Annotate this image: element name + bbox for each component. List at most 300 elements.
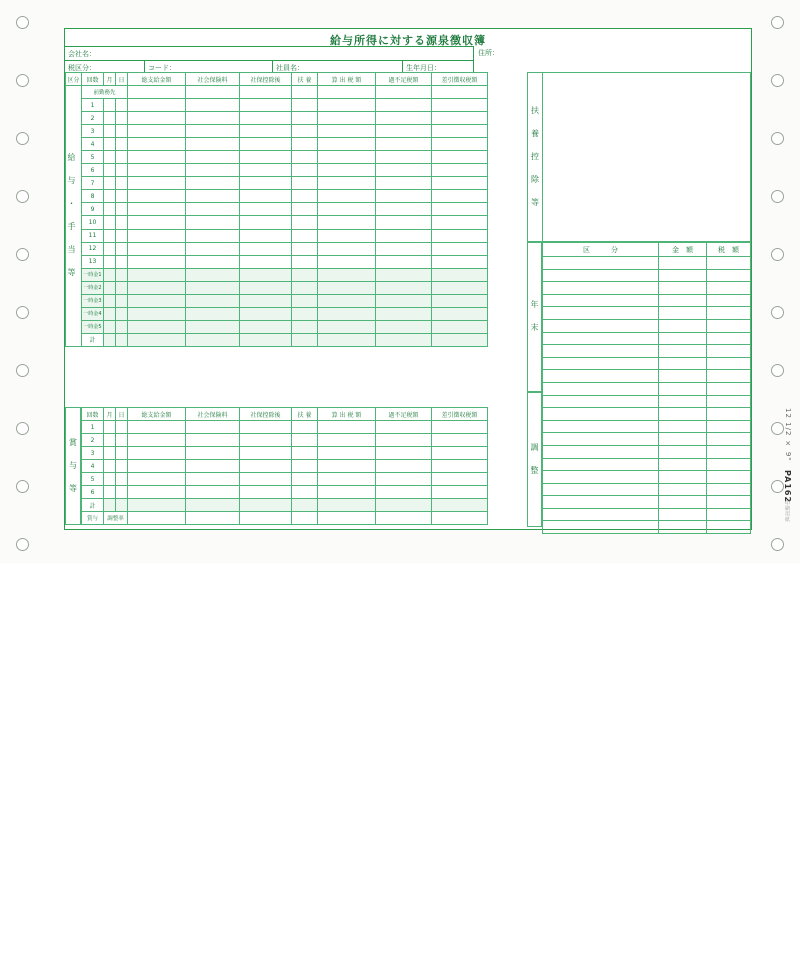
bonus-cell[interactable]	[116, 434, 128, 447]
bonus-cell[interactable]	[128, 421, 186, 434]
salary-cell[interactable]	[240, 294, 292, 307]
salary-cell[interactable]	[376, 164, 432, 177]
summary-cell[interactable]	[659, 282, 707, 295]
salary-cell[interactable]	[432, 86, 488, 99]
salary-cell[interactable]	[116, 216, 128, 229]
salary-cell[interactable]	[128, 164, 186, 177]
salary-cell[interactable]	[240, 281, 292, 294]
salary-cell[interactable]	[128, 229, 186, 242]
salary-cell[interactable]	[376, 255, 432, 268]
salary-cell[interactable]	[104, 164, 116, 177]
salary-cell[interactable]	[318, 177, 376, 190]
salary-cell[interactable]	[104, 125, 116, 138]
salary-cell[interactable]	[116, 307, 128, 320]
salary-cell[interactable]	[432, 333, 488, 346]
salary-cell[interactable]	[292, 86, 318, 99]
summary-cell[interactable]	[707, 521, 751, 534]
salary-cell[interactable]	[186, 86, 240, 99]
salary-cell[interactable]	[128, 190, 186, 203]
salary-cell[interactable]	[318, 151, 376, 164]
salary-cell[interactable]	[376, 333, 432, 346]
salary-cell[interactable]	[240, 268, 292, 281]
salary-cell[interactable]	[186, 125, 240, 138]
salary-cell[interactable]	[318, 190, 376, 203]
salary-cell[interactable]	[318, 99, 376, 112]
salary-cell[interactable]	[128, 177, 186, 190]
salary-cell[interactable]	[318, 138, 376, 151]
salary-cell[interactable]	[240, 333, 292, 346]
salary-cell[interactable]	[186, 242, 240, 255]
summary-cell[interactable]	[707, 395, 751, 408]
salary-cell[interactable]	[292, 294, 318, 307]
salary-cell[interactable]	[292, 125, 318, 138]
salary-cell[interactable]	[292, 203, 318, 216]
salary-cell[interactable]	[186, 138, 240, 151]
bonus-cell[interactable]	[376, 486, 432, 499]
summary-cell[interactable]	[543, 395, 659, 408]
salary-cell[interactable]	[104, 138, 116, 151]
salary-cell[interactable]	[240, 86, 292, 99]
summary-cell[interactable]	[543, 294, 659, 307]
summary-cell[interactable]	[707, 458, 751, 471]
salary-cell[interactable]	[186, 255, 240, 268]
salary-cell[interactable]	[104, 333, 116, 346]
salary-cell[interactable]	[318, 307, 376, 320]
summary-cell[interactable]	[659, 420, 707, 433]
salary-cell[interactable]	[318, 203, 376, 216]
salary-cell[interactable]	[292, 99, 318, 112]
summary-cell[interactable]	[707, 307, 751, 320]
salary-cell[interactable]	[292, 307, 318, 320]
bonus-cell[interactable]	[116, 499, 128, 512]
bonus-cell[interactable]	[432, 486, 488, 499]
bonus-cell[interactable]	[128, 434, 186, 447]
summary-cell[interactable]	[707, 471, 751, 484]
salary-cell[interactable]	[292, 151, 318, 164]
salary-cell[interactable]	[240, 125, 292, 138]
summary-cell[interactable]	[707, 332, 751, 345]
salary-cell[interactable]	[128, 281, 186, 294]
salary-cell[interactable]	[432, 151, 488, 164]
salary-cell[interactable]	[432, 112, 488, 125]
bonus-cell[interactable]	[376, 421, 432, 434]
bonus-cell[interactable]	[116, 460, 128, 473]
salary-cell[interactable]	[104, 216, 116, 229]
bonus-cell[interactable]	[186, 434, 240, 447]
bonus-cell[interactable]	[292, 486, 318, 499]
salary-cell[interactable]	[376, 86, 432, 99]
bonus-cell[interactable]	[376, 447, 432, 460]
summary-cell[interactable]	[659, 382, 707, 395]
bonus-cell[interactable]	[432, 460, 488, 473]
salary-cell[interactable]	[116, 268, 128, 281]
bonus-cell[interactable]	[318, 421, 376, 434]
bonus-cell[interactable]	[240, 434, 292, 447]
summary-cell[interactable]	[659, 332, 707, 345]
bonus-footer-cell[interactable]	[376, 512, 432, 525]
summary-cell[interactable]	[707, 433, 751, 446]
summary-cell[interactable]	[543, 282, 659, 295]
summary-cell[interactable]	[659, 508, 707, 521]
summary-cell[interactable]	[659, 294, 707, 307]
summary-cell[interactable]	[543, 433, 659, 446]
salary-cell[interactable]	[318, 229, 376, 242]
bonus-cell[interactable]	[186, 499, 240, 512]
salary-cell[interactable]	[116, 229, 128, 242]
salary-cell[interactable]	[318, 112, 376, 125]
salary-cell[interactable]	[116, 99, 128, 112]
summary-cell[interactable]	[707, 508, 751, 521]
salary-cell[interactable]	[128, 138, 186, 151]
salary-cell[interactable]	[376, 125, 432, 138]
salary-cell[interactable]	[292, 255, 318, 268]
summary-cell[interactable]	[659, 521, 707, 534]
salary-cell[interactable]	[432, 307, 488, 320]
salary-cell[interactable]	[186, 151, 240, 164]
salary-cell[interactable]	[128, 216, 186, 229]
summary-cell[interactable]	[543, 382, 659, 395]
salary-cell[interactable]	[376, 177, 432, 190]
salary-cell[interactable]	[128, 125, 186, 138]
summary-cell[interactable]	[543, 471, 659, 484]
salary-cell[interactable]	[240, 151, 292, 164]
bonus-cell[interactable]	[292, 473, 318, 486]
salary-cell[interactable]	[186, 164, 240, 177]
bonus-cell[interactable]	[318, 473, 376, 486]
salary-cell[interactable]	[128, 242, 186, 255]
salary-cell[interactable]	[376, 229, 432, 242]
bonus-cell[interactable]	[240, 473, 292, 486]
salary-cell[interactable]	[432, 320, 488, 333]
salary-cell[interactable]	[116, 333, 128, 346]
summary-cell[interactable]	[707, 269, 751, 282]
salary-cell[interactable]	[186, 229, 240, 242]
summary-cell[interactable]	[543, 458, 659, 471]
salary-cell[interactable]	[104, 242, 116, 255]
salary-cell[interactable]	[318, 216, 376, 229]
bonus-footer-cell[interactable]	[186, 512, 240, 525]
salary-cell[interactable]	[116, 112, 128, 125]
bonus-cell[interactable]	[432, 434, 488, 447]
salary-cell[interactable]	[240, 242, 292, 255]
salary-cell[interactable]	[292, 242, 318, 255]
salary-cell[interactable]	[116, 164, 128, 177]
salary-cell[interactable]	[240, 203, 292, 216]
salary-cell[interactable]	[104, 112, 116, 125]
bonus-cell[interactable]	[240, 421, 292, 434]
salary-cell[interactable]	[432, 125, 488, 138]
salary-cell[interactable]	[318, 255, 376, 268]
salary-cell[interactable]	[116, 138, 128, 151]
salary-cell[interactable]	[318, 333, 376, 346]
summary-cell[interactable]	[543, 345, 659, 358]
bonus-cell[interactable]	[432, 499, 488, 512]
salary-cell[interactable]	[376, 190, 432, 203]
bonus-cell[interactable]	[116, 486, 128, 499]
salary-cell[interactable]	[432, 203, 488, 216]
salary-cell[interactable]	[292, 177, 318, 190]
salary-cell[interactable]	[116, 294, 128, 307]
summary-cell[interactable]	[543, 483, 659, 496]
salary-cell[interactable]	[318, 320, 376, 333]
bonus-cell[interactable]	[128, 460, 186, 473]
bonus-cell[interactable]	[376, 460, 432, 473]
salary-cell[interactable]	[240, 216, 292, 229]
summary-cell[interactable]	[707, 382, 751, 395]
salary-cell[interactable]	[104, 151, 116, 164]
salary-cell[interactable]	[116, 203, 128, 216]
bonus-cell[interactable]	[128, 486, 186, 499]
salary-cell[interactable]	[318, 294, 376, 307]
salary-cell[interactable]	[432, 190, 488, 203]
salary-cell[interactable]	[128, 99, 186, 112]
salary-cell[interactable]	[432, 242, 488, 255]
bonus-cell[interactable]	[186, 447, 240, 460]
salary-cell[interactable]	[376, 281, 432, 294]
summary-cell[interactable]	[543, 307, 659, 320]
bonus-cell[interactable]	[376, 434, 432, 447]
summary-cell[interactable]	[707, 357, 751, 370]
bonus-cell[interactable]	[128, 499, 186, 512]
summary-cell[interactable]	[543, 496, 659, 509]
salary-cell[interactable]	[186, 177, 240, 190]
salary-cell[interactable]	[128, 151, 186, 164]
salary-cell[interactable]	[292, 281, 318, 294]
bonus-cell[interactable]	[318, 486, 376, 499]
bonus-cell[interactable]	[116, 447, 128, 460]
summary-cell[interactable]	[659, 433, 707, 446]
salary-cell[interactable]	[104, 281, 116, 294]
bonus-cell[interactable]	[186, 486, 240, 499]
salary-cell[interactable]	[186, 294, 240, 307]
bonus-cell[interactable]	[240, 486, 292, 499]
bonus-footer-cell[interactable]	[240, 512, 292, 525]
salary-cell[interactable]	[186, 216, 240, 229]
salary-cell[interactable]	[116, 125, 128, 138]
salary-cell[interactable]	[432, 164, 488, 177]
dependents-write-area[interactable]	[543, 72, 751, 242]
bonus-cell[interactable]	[292, 447, 318, 460]
salary-cell[interactable]	[432, 229, 488, 242]
bonus-cell[interactable]	[104, 434, 116, 447]
bonus-cell[interactable]	[128, 447, 186, 460]
bonus-cell[interactable]	[318, 434, 376, 447]
summary-cell[interactable]	[659, 483, 707, 496]
salary-cell[interactable]	[116, 151, 128, 164]
summary-cell[interactable]	[707, 408, 751, 421]
summary-cell[interactable]	[707, 496, 751, 509]
summary-cell[interactable]	[659, 458, 707, 471]
salary-cell[interactable]	[128, 333, 186, 346]
salary-cell[interactable]	[318, 242, 376, 255]
salary-cell[interactable]	[186, 112, 240, 125]
summary-cell[interactable]	[707, 257, 751, 270]
salary-cell[interactable]	[292, 164, 318, 177]
summary-cell[interactable]	[543, 257, 659, 270]
salary-cell[interactable]	[186, 268, 240, 281]
salary-cell[interactable]	[186, 99, 240, 112]
bonus-cell[interactable]	[318, 447, 376, 460]
bonus-cell[interactable]	[318, 499, 376, 512]
bonus-cell[interactable]	[432, 421, 488, 434]
salary-cell[interactable]	[318, 125, 376, 138]
salary-cell[interactable]	[128, 294, 186, 307]
field-address[interactable]	[473, 46, 751, 72]
bonus-cell[interactable]	[104, 421, 116, 434]
salary-cell[interactable]	[376, 216, 432, 229]
bonus-cell[interactable]	[128, 473, 186, 486]
bonus-footer-cell[interactable]	[292, 512, 318, 525]
salary-cell[interactable]	[240, 307, 292, 320]
salary-cell[interactable]	[376, 320, 432, 333]
salary-cell[interactable]	[292, 320, 318, 333]
summary-cell[interactable]	[659, 395, 707, 408]
salary-cell[interactable]	[240, 164, 292, 177]
summary-cell[interactable]	[707, 445, 751, 458]
salary-cell[interactable]	[318, 281, 376, 294]
bonus-cell[interactable]	[104, 486, 116, 499]
salary-cell[interactable]	[240, 320, 292, 333]
salary-cell[interactable]	[104, 203, 116, 216]
salary-cell[interactable]	[240, 138, 292, 151]
bonus-cell[interactable]	[186, 473, 240, 486]
summary-cell[interactable]	[659, 319, 707, 332]
summary-cell[interactable]	[659, 471, 707, 484]
summary-cell[interactable]	[659, 307, 707, 320]
summary-cell[interactable]	[543, 370, 659, 383]
salary-cell[interactable]	[116, 242, 128, 255]
bonus-cell[interactable]	[104, 499, 116, 512]
salary-cell[interactable]	[376, 99, 432, 112]
salary-cell[interactable]	[432, 268, 488, 281]
summary-cell[interactable]	[543, 445, 659, 458]
salary-cell[interactable]	[128, 112, 186, 125]
salary-cell[interactable]	[318, 268, 376, 281]
summary-cell[interactable]	[707, 294, 751, 307]
salary-cell[interactable]	[432, 99, 488, 112]
salary-cell[interactable]	[376, 151, 432, 164]
salary-cell[interactable]	[292, 190, 318, 203]
bonus-cell[interactable]	[376, 499, 432, 512]
bonus-cell[interactable]	[318, 460, 376, 473]
salary-cell[interactable]	[240, 112, 292, 125]
bonus-cell[interactable]	[432, 447, 488, 460]
summary-cell[interactable]	[707, 370, 751, 383]
salary-cell[interactable]	[240, 99, 292, 112]
summary-cell[interactable]	[543, 319, 659, 332]
summary-cell[interactable]	[543, 357, 659, 370]
salary-cell[interactable]	[376, 242, 432, 255]
salary-cell[interactable]	[104, 190, 116, 203]
summary-cell[interactable]	[659, 496, 707, 509]
bonus-cell[interactable]	[240, 460, 292, 473]
salary-cell[interactable]	[240, 190, 292, 203]
salary-cell[interactable]	[128, 255, 186, 268]
summary-cell[interactable]	[707, 345, 751, 358]
bonus-cell[interactable]	[292, 434, 318, 447]
salary-cell[interactable]	[128, 86, 186, 99]
salary-cell[interactable]	[186, 190, 240, 203]
bonus-cell[interactable]	[292, 421, 318, 434]
bonus-cell[interactable]	[292, 499, 318, 512]
salary-cell[interactable]	[186, 320, 240, 333]
summary-cell[interactable]	[543, 420, 659, 433]
salary-cell[interactable]	[128, 320, 186, 333]
salary-cell[interactable]	[318, 86, 376, 99]
summary-cell[interactable]	[543, 508, 659, 521]
salary-cell[interactable]	[104, 99, 116, 112]
salary-cell[interactable]	[432, 216, 488, 229]
salary-cell[interactable]	[128, 268, 186, 281]
salary-cell[interactable]	[104, 294, 116, 307]
salary-cell[interactable]	[292, 138, 318, 151]
salary-cell[interactable]	[186, 281, 240, 294]
summary-cell[interactable]	[659, 445, 707, 458]
salary-cell[interactable]	[104, 229, 116, 242]
summary-cell[interactable]	[707, 420, 751, 433]
summary-cell[interactable]	[543, 521, 659, 534]
bonus-cell[interactable]	[186, 460, 240, 473]
summary-cell[interactable]	[543, 332, 659, 345]
salary-cell[interactable]	[240, 229, 292, 242]
salary-cell[interactable]	[116, 190, 128, 203]
bonus-footer-cell[interactable]	[432, 512, 488, 525]
salary-cell[interactable]	[432, 138, 488, 151]
bonus-cell[interactable]	[104, 447, 116, 460]
summary-cell[interactable]	[659, 408, 707, 421]
salary-cell[interactable]	[104, 307, 116, 320]
salary-cell[interactable]	[376, 138, 432, 151]
summary-cell[interactable]	[543, 269, 659, 282]
bonus-cell[interactable]	[292, 460, 318, 473]
salary-cell[interactable]	[292, 229, 318, 242]
summary-cell[interactable]	[659, 357, 707, 370]
salary-cell[interactable]	[128, 307, 186, 320]
salary-cell[interactable]	[376, 112, 432, 125]
salary-cell[interactable]	[104, 320, 116, 333]
field-company-name[interactable]	[65, 47, 473, 60]
bonus-cell[interactable]	[104, 460, 116, 473]
salary-cell[interactable]	[432, 294, 488, 307]
salary-cell[interactable]	[186, 307, 240, 320]
bonus-cell[interactable]	[376, 473, 432, 486]
bonus-footer-cell[interactable]	[318, 512, 376, 525]
salary-cell[interactable]	[432, 177, 488, 190]
salary-cell[interactable]	[376, 268, 432, 281]
salary-cell[interactable]	[292, 333, 318, 346]
summary-cell[interactable]	[707, 483, 751, 496]
salary-cell[interactable]	[104, 268, 116, 281]
salary-cell[interactable]	[186, 203, 240, 216]
summary-cell[interactable]	[707, 282, 751, 295]
salary-cell[interactable]	[318, 164, 376, 177]
summary-cell[interactable]	[659, 269, 707, 282]
bonus-footer-cell[interactable]	[128, 512, 186, 525]
summary-cell[interactable]	[659, 345, 707, 358]
salary-cell[interactable]	[104, 177, 116, 190]
bonus-cell[interactable]	[240, 447, 292, 460]
bonus-cell[interactable]	[116, 421, 128, 434]
salary-cell[interactable]	[128, 203, 186, 216]
summary-cell[interactable]	[659, 370, 707, 383]
salary-cell[interactable]	[432, 281, 488, 294]
bonus-cell[interactable]	[432, 473, 488, 486]
salary-cell[interactable]	[116, 281, 128, 294]
bonus-cell[interactable]	[186, 421, 240, 434]
salary-cell[interactable]	[292, 112, 318, 125]
salary-cell[interactable]	[376, 294, 432, 307]
bonus-cell[interactable]	[104, 473, 116, 486]
